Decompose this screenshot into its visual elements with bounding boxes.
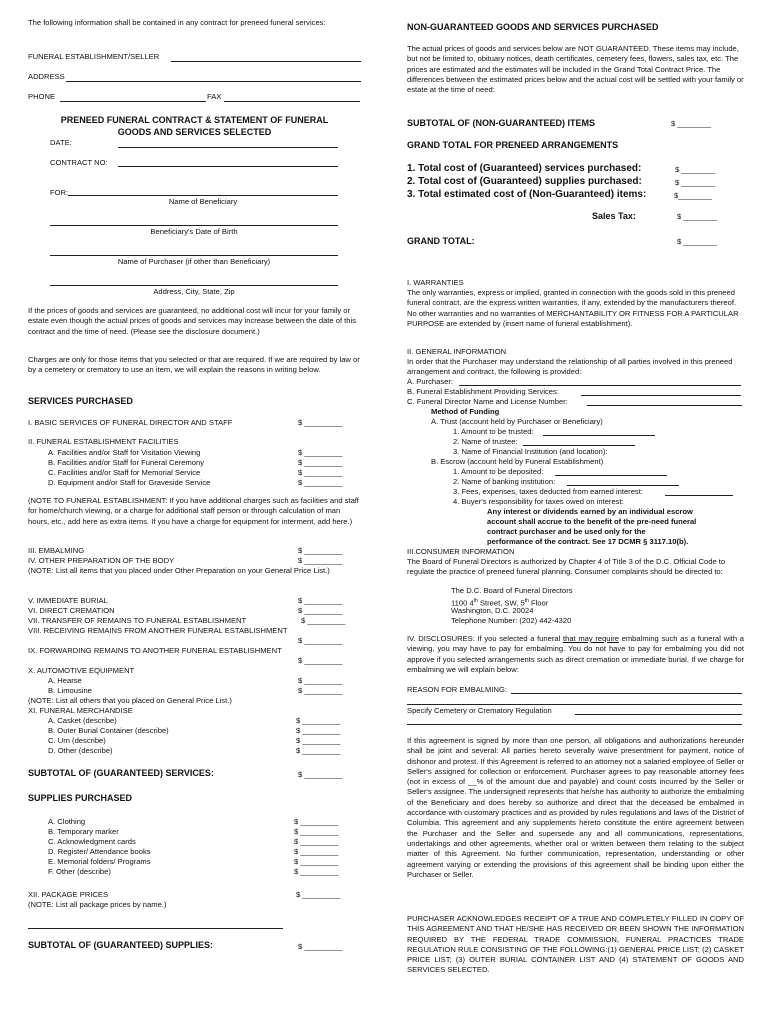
intro-text: The following information shall be contained in any contract for preneed funeral services: [28,18,326,27]
escrow-bold-4: performance of the contract. See 17 DCMR § 3117.10(b). [487,537,689,546]
board-city: Washington, D.C. 20024 [451,606,534,615]
banking-institution-label: 2. Name of banking institution: [453,477,556,486]
transfer-price[interactable]: $ _________ [301,616,346,625]
ack-cards-price[interactable]: $ _________ [294,837,339,846]
reason-embalming-field[interactable] [511,693,742,694]
casket-label: A. Casket (describe) [48,716,117,725]
consumer-info-text: The Board of Funeral Directors is authorized by Chapter 4 of Title 3 of the D.C. Official Code to regulate the practice of preneed funeral planning. Consumer complaints should be directed to: [407,557,726,577]
address-city-field[interactable] [50,285,338,286]
embalming-label: III. EMBALMING [28,546,85,555]
board-address: 1100 4th Street, SW, 5th Floor [451,598,549,608]
beneficiary-name-caption: Name of Beneficiary [168,197,238,206]
subtotal-supplies-label: SUBTOTAL OF (GUARANTEED) SUPPLIES: [28,940,214,950]
hearse-label: A. Hearse [48,676,82,685]
other-prep-label: IV. OTHER PREPARATION OF THE BODY [28,556,175,565]
contract-no-field[interactable] [118,166,338,167]
fac-d-label: D. Equipment and/or Staff for Graveside Service [48,478,211,487]
outer-burial-label: B. Outer Burial Container (describe) [48,726,169,735]
nonguaranteed-heading: NON-GUARANTEED GOODS AND SERVICES PURCHASED [407,22,659,32]
immediate-burial-label: V. IMMEDIATE BURIAL [28,596,108,605]
fac-b-price[interactable]: $ _________ [298,458,343,467]
clothing-label: A. Clothing [48,817,86,826]
board-phone: Telephone Number: (202) 442-4320 [451,616,572,625]
phone-field[interactable] [60,101,206,102]
fax-field[interactable] [224,101,360,102]
trustee-field[interactable] [523,445,635,446]
method-funding-heading: Method of Funding [431,407,500,416]
gi-establishment-field[interactable] [581,395,741,396]
urn-price[interactable]: $ _________ [296,736,341,745]
total-1-label: 1. Total cost of (Guaranteed) services purchased: [407,163,642,174]
supplies-heading: SUPPLIES PURCHASED [28,793,133,803]
package-prices-label: XII. PACKAGE PRICES [28,890,109,899]
limousine-price[interactable]: $ _________ [298,686,343,695]
establishment-field[interactable] [171,61,361,62]
general-info-title: II. GENERAL INFORMATION [407,347,507,356]
immediate-burial-price[interactable]: $ _________ [298,596,343,605]
page-title [28,114,361,138]
banking-institution-field[interactable] [567,485,679,486]
for-label: FOR: [50,188,69,197]
subtotal-nonguaranteed-label: SUBTOTAL OF (NON-GUARANTEED) ITEMS [407,118,595,128]
fac-b-label: B. Facilities and/or Staff for Funeral Ceremony [48,458,205,467]
warranties-title: I. WARRANTIES [407,278,464,287]
trust-institution-label: 3. Name of Financial Institution (and location): [453,447,608,456]
beneficiary-dob-caption: Beneficiary's Date of Birth [150,227,238,236]
fac-a-price[interactable]: $ _________ [298,448,343,457]
address-label: ADDRESS [28,72,65,81]
gi-director-label: C. Funeral Director Name and License Number: [407,397,568,406]
subtotal-services-label: SUBTOTAL OF (GUARANTEED) SERVICES: [28,768,214,778]
subtotal-nonguaranteed-price[interactable]: $ ________ [671,119,712,128]
receiving-price[interactable]: $ _________ [298,636,343,645]
guaranteed-note: If the prices of goods and services are guaranteed, no additional cost will incur for your family or estate even though the actual prices of goods and services may increase between the date of this contract and the time of need. (Please see the disclosure document.) [28,306,356,336]
address-city-caption: Address, City, State, Zip [153,287,235,296]
other-supply-price[interactable]: $ _________ [294,867,339,876]
phone-label: PHONE [28,92,56,101]
direct-cremation-price[interactable]: $ _________ [298,606,343,615]
specify-cemetery-field[interactable] [575,714,742,715]
buyer-taxes-label: 4. Buyer's responsibility for taxes owed on interest: [453,497,624,506]
fac-c-label: C. Facilities and/or Staff for Memorial Service [48,468,201,477]
beneficiary-dob-field[interactable] [50,225,338,226]
gi-purchaser-field[interactable] [459,385,741,386]
title-line-2: GOODS AND SERVICES SELECTED [117,127,272,137]
receiving-label: VIII. RECEIVING REMAINS FROM ANOTHER FUNERAL ESTABLISHMENT [28,626,288,635]
memorial-price[interactable]: $ _________ [294,857,339,866]
forwarding-label: IX. FORWARDING REMAINS TO ANOTHER FUNERAL ESTABLISHMENT [28,646,282,655]
trust-amount-label: 1. Amount to be trusted: [453,427,534,436]
title-line-1: PRENEED FUNERAL CONTRACT & STATEMENT OF FUNERAL [60,115,329,125]
register-label: D. Register/ Attendance books [48,847,151,856]
gi-director-field[interactable] [587,405,742,406]
basic-services-price[interactable]: $ _________ [298,418,343,427]
escrow-bold-2: account shall accrue to the benefit of the pre-need funeral [487,517,697,526]
automotive-label: X. AUTOMOTIVE EQUIPMENT [28,666,135,675]
merchandise-label: XI. FUNERAL MERCHANDISE [28,706,133,715]
package-name-field[interactable] [28,928,283,929]
total-3-label: 3. Total estimated cost of (Non-Guaranteed) items: [407,189,647,200]
address-field[interactable] [66,81,361,82]
escrow-amount-field[interactable] [555,475,667,476]
other-prep-price[interactable]: $ _________ [298,556,343,565]
embalming-price[interactable]: $ _________ [298,546,343,555]
total-2-label: 2. Total cost of (Guaranteed) supplies purchased: [407,176,642,187]
date-label: DATE: [50,138,72,147]
other-supply-label: F. Other (describe) [48,867,111,876]
agreement-text: If this agreement is signed by more than one person, all obligations and authorizations hereunder shall be joint and several: All parties hereto severally waive presentment for payment, notice of dishonor and protest. If this Agreement is referred to an attorney not a salaried employee of Seller or Seller's assigned for collection or enforcement. Purchaser agrees to pay reasonable attorney fees (not in excess of __% of the amount due and payable) and count costs incurred by the Seller or Seller's assignee. The undersigned represents that he/she has authority to authorize the embalming of the Beneficiary and does hereby so authorize and direct that the deceased be embalmed in accordance with customary practices and as provided by rules regulations and laws of the District of Columbia. This agreement and any supplements hereto constitute the entire agreement between the Purchaser and the Seller and supersede any and all communications, representations, undertakings and other agreements, whether oral or written between them relating to the subject matter of this Agreement. No further communication, representation, understanding or other agreement varying or extending the provisions of this agreement shall be binding upon either the Purchaser or Seller. [407,736,744,879]
basic-services-label: I. BASIC SERVICES OF FUNERAL DIRECTOR AND STAFF [28,418,233,427]
consumer-info-title: III.CONSUMER INFORMATION [407,547,515,556]
specify-cemetery-label: Specify Cemetery or Crematory Regulation [407,706,552,715]
limousine-label: B. Limousine [48,686,92,695]
escrow-fees-label: 3. Fees, expenses, taxes deducted from earned interest: [453,487,643,496]
fac-d-price[interactable]: $ _________ [298,478,343,487]
reason-embalming-label: REASON FOR EMBALMING: [407,685,507,694]
trust-amount-field[interactable] [543,435,655,436]
nonguaranteed-text: The actual prices of goods and services below are NOT GUARANTEED. These items may include, but not be limited to, obituary notices, death certificates, cemetery fees, flowers, sales tax, etc. The prices are estimated and the estimates will be included in the Grand Total Contract Price. The differences between the estimated prices below and the actual cost will be settled with your family or estate at the time of need: [407,44,744,95]
fac-a-label: A. Facilities and/or Staff for Visitation Viewing [48,448,201,457]
specify-cemetery-field-2[interactable] [407,724,742,725]
temp-marker-price[interactable]: $ _________ [294,827,339,836]
package-prices-price[interactable]: $ _________ [296,890,341,899]
hearse-price[interactable]: $ _________ [298,676,343,685]
escrow-bold-3: contract purchaser and be used only for the [487,527,646,536]
escrow-fees-field[interactable] [665,495,733,496]
date-field[interactable] [118,147,338,148]
trustee-label: 2. Name of trustee: [453,437,518,446]
package-note: (NOTE: List all package prices by name.) [28,900,167,909]
contract-no-label: CONTRACT NO: [50,158,108,167]
warranties-text: The only warranties, express or implied, granted in connection with the goods sold in this preneed funeral contract, are the express written warranties, if any, extended by the manufacturers thereof. No other warranties and no warranties of MERCHANTABILITY OR FITNESS FOR A PARTICULAR PURPOSE are extended by (insert name of funeral establishment). [407,288,739,328]
facilities-heading: II. FUNERAL ESTABLISHMENT FACILITIES [28,437,179,446]
total-3-price[interactable]: $________ [674,191,713,200]
total-1-price[interactable]: $ ________ [675,165,716,174]
sales-tax-label: Sales Tax: [592,211,636,221]
services-heading: SERVICES PURCHASED [28,396,133,406]
board-name: The D.C. Board of Funeral Directors [451,586,573,595]
transfer-label: VII. TRANSFER OF REMAINS TO FUNERAL ESTABLISHMENT [28,616,247,625]
direct-cremation-label: VI. DIRECT CREMATION [28,606,115,615]
subtotal-supplies-price[interactable]: $ _________ [298,942,343,951]
casket-price[interactable]: $ _________ [296,716,341,725]
purchaser-name-field[interactable] [50,255,338,256]
sales-tax-price[interactable]: $ ________ [677,212,718,221]
temp-marker-label: B. Temporary marker [48,827,119,836]
urn-label: C. Urn (describe) [48,736,106,745]
total-2-price[interactable]: $ ________ [675,178,716,187]
ack-cards-label: C. Acknowledgment cards [48,837,136,846]
other-describe-label: D. Other (describe) [48,746,113,755]
clothing-price[interactable]: $ _________ [294,817,339,826]
grand-total-label: GRAND TOTAL: [407,236,475,246]
register-price[interactable]: $ _________ [294,847,339,856]
beneficiary-name-field[interactable] [68,195,338,196]
gi-purchaser-label: A. Purchaser: [407,377,454,386]
other-prep-note: (NOTE: List all items that you placed under Other Preparation on your General Price List.) [28,566,330,575]
disclosures-text: IV. DISCLOSURES: If you selected a funeral that may require embalming such as a funeral with a viewing, you may have to pay for embalming. You do not have to pay for embalming you did not approve if you selected arrangements such as direct cremation or immediate burial. If we charge for embalming we will explain below: [407,634,744,674]
reason-embalming-field-2[interactable] [407,704,742,705]
outer-burial-price[interactable]: $ _________ [296,726,341,735]
fax-label: FAX [207,92,222,101]
general-info-text: In order that the Purchaser may understand the relationship of all parties involved in this preneed arrangement and contract, the following is provided: [407,357,733,377]
establishment-label: FUNERAL ESTABLISHMENT/SELLER [28,52,160,61]
establishment-note: (NOTE TO FUNERAL ESTABLISHMENT: If you have additional charges such as facilities and staff for home/church viewing, or a charge for additional staff person or through calculation of man hours, etc., add here as extra items. If you have a charge for equipment for interment, add here.) [28,496,359,526]
escrow-amount-label: 1. Amount to be deposited: [453,467,544,476]
purchaser-name-caption: Name of Purchaser (if other than Beneficiary) [117,257,271,266]
acknowledge-text: PURCHASER ACKNOWLEDGES RECEIPT OF A TRUE AND COMPLETELY FILLED IN COPY OF THIS AGREEMENT AND THAT HE/SHE HAS RECEIVED OR BEEN SHOWN THE INFORMATION REQUIRED BY THE FEDERAL TRADE COMMISSION, FUNERAL PRACTICES TRADE REGULATION RULE CONSISTING OF THE FOLLOWING:(1) GENERAL PRICE LIST; (2) CASKET PRICE LIST; (3) OUTER BURIAL CONTAINER LIST AND (4) STATEMENT OF GOODS AND SERVICES SELECTED. [407,914,744,975]
memorial-label: E. Memorial folders/ Programs [48,857,151,866]
fac-c-price[interactable]: $ _________ [298,468,343,477]
gi-establishment-label: B. Funeral Establishment Providing Services: [407,387,559,396]
escrow-bold-1: Any interest or dividends earned by an individual escrow [487,507,693,516]
other-describe-price[interactable]: $ _________ [296,746,341,755]
escrow-heading: B. Escrow (account held by Funeral Establishment) [431,457,604,466]
automotive-note: (NOTE: List all others that you placed on General Price List.) [28,696,232,705]
forwarding-price[interactable]: $ _________ [298,656,343,665]
charges-note: Charges are only for those items that you selected or that are required. If we are required by law or by a cemetery or crematory to use an item, we will explain the reasons in writing below. [28,355,360,375]
grand-total-price[interactable]: $ ________ [677,237,718,246]
subtotal-services-price[interactable]: $ _________ [298,770,343,779]
grand-total-preneed-heading: GRAND TOTAL FOR PRENEED ARRANGEMENTS [407,140,619,150]
trust-heading: A. Trust (account held by Purchaser or Beneficiary) [431,417,603,426]
